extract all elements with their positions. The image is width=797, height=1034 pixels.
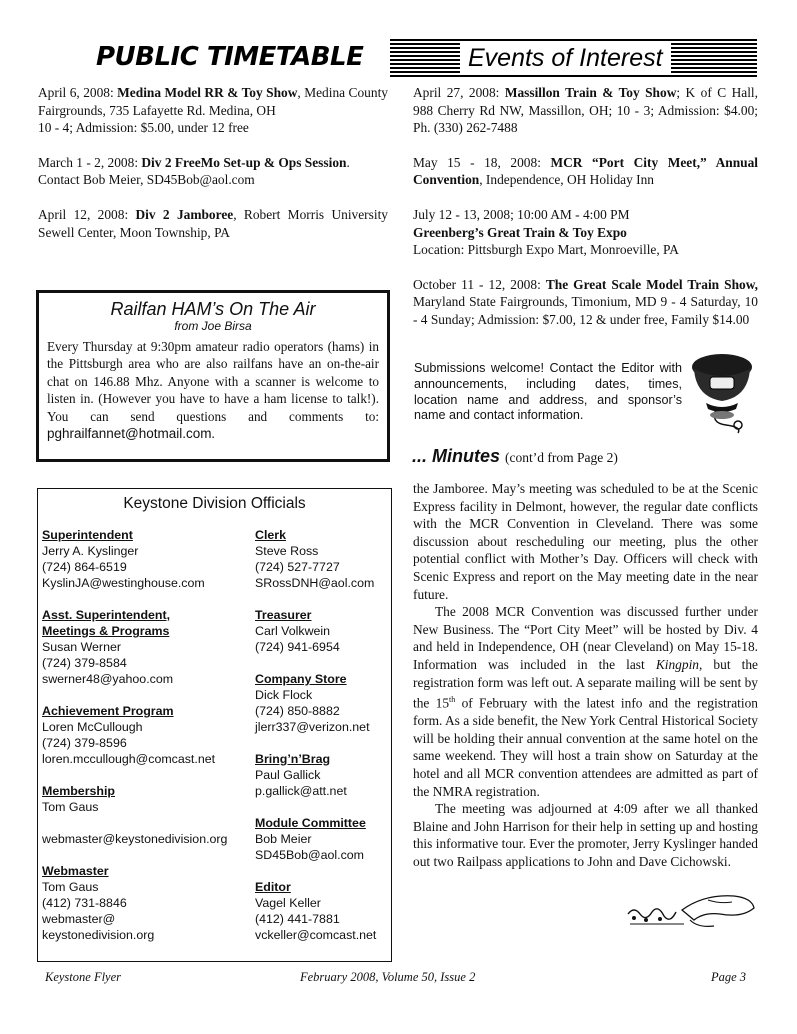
minutes-body xyxy=(413,480,758,871)
events-of-interest-heading: Events of Interest xyxy=(460,43,671,73)
event-date: October 11 - 12, 2008: xyxy=(413,276,546,292)
official-phone: (724) 379-8596 xyxy=(42,736,127,750)
event-info: 10 - 4; Admission: $5.00, under 12 free xyxy=(38,120,249,136)
event-title: Div 2 Jamboree xyxy=(135,206,234,222)
official-entry xyxy=(42,607,254,687)
sketch-illustration xyxy=(624,884,758,930)
official-name: Loren McCullough xyxy=(42,720,143,734)
official-email[interactable]: jlerr337@verizon.net xyxy=(255,720,370,734)
railfan-body xyxy=(47,338,379,442)
official-role: Editor xyxy=(255,880,291,894)
official-email[interactable]: webmaster@ xyxy=(42,912,116,926)
event-date: April 6, 2008: xyxy=(38,85,118,100)
railfan-text: Every Thursday at 9:30pm amateur radio operators (hams) in the Pittsburgh area who are also railfans have an on-the-air chat on 146.88 Mhz. Anyone with a scanner is welcome to listen in. (However you have to have a ham license to talk!). You can send questions and comments to: xyxy=(47,339,379,424)
footer-publication: Keystone Flyer xyxy=(45,970,122,984)
railfan-title: Railfan HAM’s On The Air xyxy=(110,299,316,319)
event-title: The Great Scale Model Train Show, xyxy=(545,276,758,292)
minutes-paragraph: The meeting was adjourned at 4:09 after we all thanked Blaine and John Harrison for their help in setting up and hosting this informative tour. Ever the promoter, Jerry Kyslinger handed out two Railpass applications to John and Dave Cichowski. xyxy=(413,801,758,869)
officials-title: Keystone Division Officials xyxy=(123,495,306,512)
event-item xyxy=(413,154,758,189)
official-entry xyxy=(255,879,389,943)
official-role: Superintendent xyxy=(42,528,133,542)
official-name: Paul Gallick xyxy=(255,768,321,782)
official-entry xyxy=(42,783,254,847)
official-name: Bob Meier xyxy=(255,832,312,846)
official-phone: (412) 441-7881 xyxy=(255,912,340,926)
official-email[interactable]: loren.mccullough@comcast.net xyxy=(42,752,216,766)
officials-left-column xyxy=(42,527,254,943)
official-email-line2[interactable]: keystonedivision.org xyxy=(42,928,155,942)
minutes-text: The 2008 MCR Convention was discussed further under New Business. The “Port City Meet” will be hosted by Div. 4 and held in Independence, OH (near Cleveland) on May 15-18. Information was included in the last xyxy=(413,604,758,672)
official-role: Module Committee xyxy=(255,816,366,830)
official-name: Steve Ross xyxy=(255,544,319,558)
event-item xyxy=(38,84,388,137)
event-date: March 1 - 2, 2008: xyxy=(38,154,142,170)
official-name: Tom Gaus xyxy=(42,800,99,814)
official-entry xyxy=(42,527,254,591)
event-details: Location: Pittsburgh Expo Mart, Monroeville, PA xyxy=(413,242,679,258)
event-title: Medina Model RR & Toy Show xyxy=(117,85,298,100)
official-entry xyxy=(255,607,389,655)
event-details: . xyxy=(346,154,350,170)
railfan-byline: from Joe Birsa xyxy=(174,319,252,333)
official-phone: (412) 731-8846 xyxy=(42,896,127,910)
official-name: Carl Volkwein xyxy=(255,624,331,638)
official-role: Bring’n’Brag xyxy=(255,752,331,766)
official-role: Asst. Superintendent, xyxy=(42,608,171,622)
railfan-ham-box xyxy=(36,290,390,462)
official-email[interactable]: swerner48@yahoo.com xyxy=(42,672,174,686)
official-entry xyxy=(255,815,389,863)
official-phone: (724) 850-8882 xyxy=(255,704,340,718)
minutes-paragraph: the Jamboree. May’s meeting was scheduled to be at the Scenic Express facility in Delmont, however, the regular date conflicts with the MCR Convention in Cleveland. There was some discussion about rescheduling our meeting, plus the other potential conflict with Mother’s Day. Officers will check with Scenic Express and report on the May meeting date in the near future. xyxy=(413,481,758,602)
event-title: Div 2 FreeMo Set-up & Ops Session xyxy=(141,154,347,170)
official-entry xyxy=(255,527,389,591)
official-email[interactable]: vckeller@comcast.net xyxy=(255,928,377,942)
event-date: May 15 - 18, 2008: xyxy=(413,154,551,170)
official-name: Jerry A. Kyslinger xyxy=(42,544,139,558)
event-details: , Medina County Fairgrounds, 735 Lafayette Rd. Medina, OH xyxy=(38,85,388,118)
kingpin-reference: Kingpin xyxy=(655,656,699,672)
official-entry xyxy=(42,703,254,767)
minutes-text: , but the registration form was left out. A separate mailing will be sent by the 15 xyxy=(413,656,758,711)
official-email[interactable]: SD45Bob@aol.com xyxy=(255,848,365,862)
official-email[interactable]: webmaster@keystonedivision.org xyxy=(42,832,228,846)
official-name: Susan Werner xyxy=(42,640,121,654)
event-item xyxy=(413,206,758,259)
official-role: Company Store xyxy=(255,672,347,686)
footer-issue: February 2008, Volume 50, Issue 2 xyxy=(300,970,476,984)
official-phone: (724) 527-7727 xyxy=(255,560,340,574)
railfan-email-link[interactable]: pghrailfannet@hotmail.com xyxy=(47,426,212,442)
event-item xyxy=(38,206,388,241)
official-role: Achievement Program xyxy=(42,704,174,718)
official-email[interactable]: KyslinJA@westinghouse.com xyxy=(42,576,205,590)
minutes-continued-note: (cont’d from Page 2) xyxy=(505,450,618,465)
event-date: July 12 - 13, 2008; 10:00 AM - 4:00 PM xyxy=(413,206,630,222)
event-details: , Robert Morris University Sewell Center, Moon Township, PA xyxy=(38,206,388,240)
event-item xyxy=(38,154,388,189)
event-details: , Independence, OH Holiday Inn xyxy=(479,172,654,188)
event-details: Maryland State Fairgrounds, Timonium, MD 9 - 4 Saturday, 10 - 4 Sunday; Admission: $7.00, 12 & under free, Family $14.00 xyxy=(413,294,758,327)
minutes-text: of February with the latest info and the registration form. As a side benefit, the New York Central Historical Society will be holding their annual convention at the same hotel on the same weekend. They will host a train show on Saturday at the hotel and all MCR convention attendees are admitted as part of the NMRA registration. xyxy=(413,695,758,799)
official-role: Treasurer xyxy=(255,608,312,622)
official-role-line2: Meetings & Programs xyxy=(42,624,170,638)
event-date: April 27, 2008: xyxy=(413,85,505,100)
right-event-list xyxy=(413,84,758,346)
event-item xyxy=(413,84,758,137)
official-role: Clerk xyxy=(255,528,286,542)
official-phone: (724) 379-8584 xyxy=(42,656,127,670)
official-role: Membership xyxy=(42,784,115,798)
railfan-end: . xyxy=(211,426,215,442)
submissions-note: Submissions welcome! Contact the Editor with announcements, including dates, times, location name and address, and sponsor’s name and contact information. xyxy=(414,361,682,423)
official-email[interactable]: SRossDNH@aol.com xyxy=(255,576,375,590)
division-officials-box xyxy=(37,488,392,962)
minutes-title: ... Minutes xyxy=(412,446,501,466)
footer-page-number: Page 3 xyxy=(711,970,747,984)
official-phone: (724) 864-6519 xyxy=(42,560,127,574)
official-entry xyxy=(255,671,389,735)
official-role: Webmaster xyxy=(42,864,109,878)
official-name: Dick Flock xyxy=(255,688,313,702)
official-phone: (724) 941-6954 xyxy=(255,640,340,654)
left-event-list xyxy=(38,84,388,258)
official-name: Vagel Keller xyxy=(255,896,321,910)
conductor-hat-icon xyxy=(686,345,758,435)
minutes-heading xyxy=(412,446,618,467)
official-entry xyxy=(255,751,389,799)
ordinal-suffix: th xyxy=(449,695,456,705)
official-entry xyxy=(42,863,254,943)
event-title: Massillon Train & Toy Show xyxy=(504,85,677,100)
event-title: Greenberg’s Great Train & Toy Expo xyxy=(413,224,627,240)
event-title: MCR “Port City Meet,” Annual Convention xyxy=(413,154,758,188)
events-of-interest-banner xyxy=(390,39,757,79)
event-item xyxy=(413,276,758,329)
event-date: April 12, 2008: xyxy=(38,206,136,222)
minutes-paragraph xyxy=(413,603,758,800)
officials-right-column xyxy=(255,527,389,943)
official-email[interactable]: p.gallick@att.net xyxy=(255,784,347,798)
event-details: ; K of C Hall, 988 Cherry Rd NW, Massillon, OH; 10 - 3; Admission: $4.00; Ph. (330) 262-7488 xyxy=(413,85,758,136)
official-name: Tom Gaus xyxy=(42,880,99,894)
public-timetable-heading: PUBLIC TIMETABLE xyxy=(96,42,364,72)
event-info: Contact Bob Meier, SD45Bob@aol.com xyxy=(38,172,255,188)
